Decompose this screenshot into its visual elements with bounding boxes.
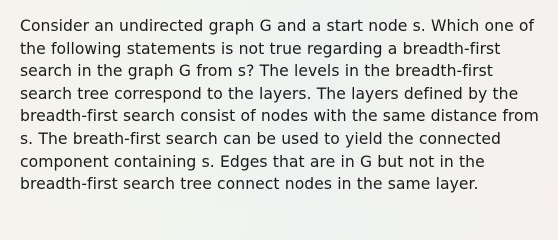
question-text: Consider an undirected graph G and a start node s. Which one of the following statements is not true regarding a breadth-first search in the graph G from s? The levels in the breadth-first search tree correspond to the layers. The layers defined by the breadth-first search consist of nodes with the same distance from s. The breath-first search can be used to yield the connected component containing s. Edges that are in G but not in the breadth-first search tree connect nodes in the same layer. [20, 17, 539, 194]
